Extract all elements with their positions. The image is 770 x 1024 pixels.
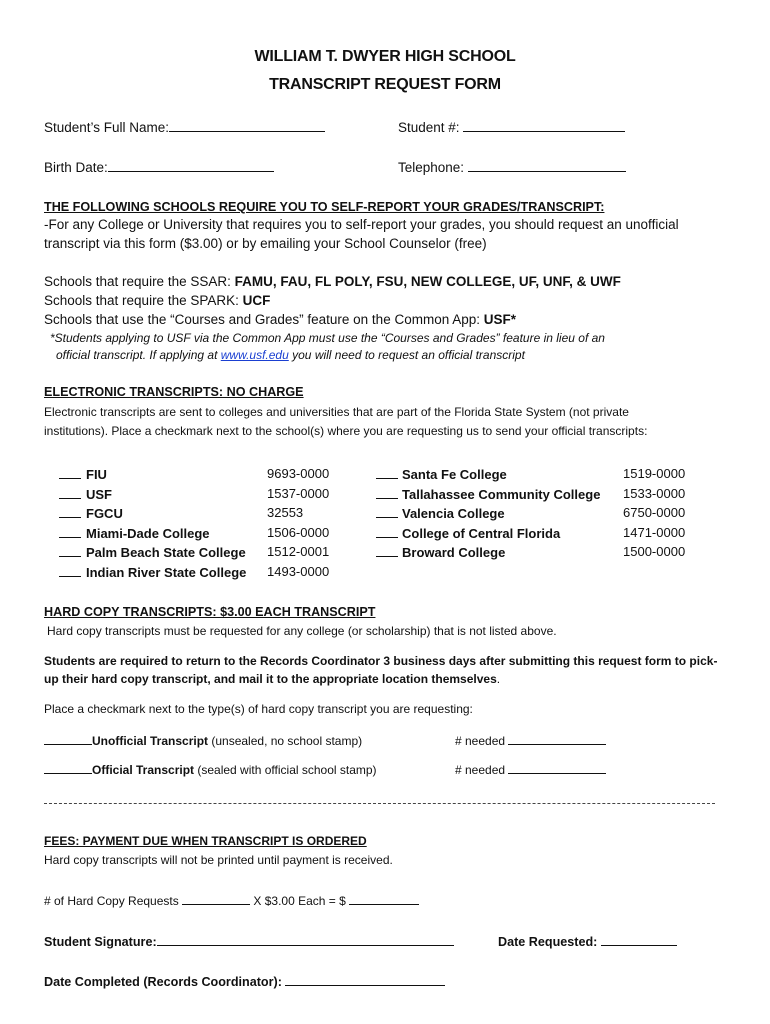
- official-needed-row: [455, 761, 606, 777]
- left-school-row: [59, 505, 123, 523]
- unofficial-needed-field[interactable]: [508, 732, 606, 745]
- official-label: Official Transcript: [92, 763, 195, 777]
- left-school-row: [59, 466, 107, 484]
- right-school-row: [376, 544, 505, 562]
- school-checkbox-line[interactable]: [59, 486, 81, 499]
- school-name: Indian River State College: [86, 564, 247, 580]
- official-row: [44, 761, 377, 777]
- school-checkbox-line[interactable]: [59, 564, 81, 577]
- school-code: 1512-0001: [267, 544, 330, 559]
- birth-date-row: [44, 159, 274, 175]
- full-name-field[interactable]: [169, 119, 325, 132]
- fees-heading: FEES: PAYMENT DUE WHEN TRANSCRIPT IS ORDERED: [44, 834, 367, 848]
- left-school-row: [59, 486, 112, 504]
- left-school-row: [59, 525, 210, 543]
- school-code: 9693-0000: [267, 466, 330, 481]
- school-name: Broward College: [402, 545, 506, 560]
- school-name: Valencia College: [402, 506, 505, 521]
- common-app-row: [44, 312, 516, 327]
- usf-note-pre: official transcript. If applying at: [56, 348, 221, 362]
- unofficial-label: Unofficial Transcript: [92, 734, 209, 748]
- unofficial-row: [44, 732, 362, 748]
- right-school-row: [376, 486, 600, 504]
- official-needed-field[interactable]: [508, 761, 606, 774]
- student-number-row: [398, 119, 625, 135]
- hard-copy-instruction: Place a checkmark next to the type(s) of hard copy transcript you are requesting:: [44, 702, 473, 716]
- student-signature-row: [44, 933, 454, 949]
- school-name: Tallahassee Community College: [402, 486, 601, 502]
- birth-date-field[interactable]: [108, 159, 274, 172]
- spark-schools: UCF: [242, 293, 271, 308]
- school-checkbox-line[interactable]: [376, 544, 398, 557]
- left-school-row: [59, 564, 246, 582]
- self-report-heading: THE FOLLOWING SCHOOLS REQUIRE YOU TO SELF-REPORT YOUR GRADES/TRANSCRIPT:: [44, 200, 605, 214]
- school-checkbox-line[interactable]: [376, 505, 398, 518]
- usf-note-line-1: *Students applying to USF via the Common App must use the “Courses and Grades” feature in lieu of an: [50, 331, 605, 345]
- telephone-label: Telephone:: [398, 160, 465, 175]
- section-divider: [44, 803, 715, 804]
- fees-calc-row: [44, 892, 419, 908]
- school-checkbox-line[interactable]: [59, 505, 81, 518]
- hard-copy-notice-2: up their hard copy transcript, and mail it to the appropriate location themselves: [44, 672, 497, 686]
- ssar-label: Schools that require the SSAR:: [44, 274, 235, 289]
- date-requested-row: [498, 933, 677, 949]
- ssar-schools: FAMU, FAU, FL POLY, FSU, NEW COLLEGE, UF, UNF, & UWF: [234, 274, 621, 289]
- electronic-heading: ELECTRONIC TRANSCRIPTS: NO CHARGE: [44, 385, 304, 399]
- student-signature-label: Student Signature:: [44, 935, 157, 949]
- school-name: Miami-Dade College: [86, 525, 210, 541]
- date-requested-field[interactable]: [601, 933, 677, 946]
- school-name: USF: [86, 486, 112, 502]
- usf-link[interactable]: www.usf.edu: [220, 348, 289, 362]
- student-number-field[interactable]: [463, 119, 625, 132]
- date-requested-label: Date Requested:: [498, 935, 601, 949]
- school-checkbox-line[interactable]: [376, 486, 398, 499]
- full-name-label: Student’s Full Name:: [44, 120, 170, 135]
- hard-copy-notice-2-end: .: [496, 672, 501, 686]
- school-name: College of Central Florida: [402, 525, 561, 541]
- electronic-desc-1: Electronic transcripts are sent to colleges and universities that are part of the Florida State System (not private: [44, 405, 629, 419]
- unofficial-checkbox-line[interactable]: [44, 732, 92, 745]
- unofficial-needed-row: [455, 732, 606, 748]
- unofficial-needed-label: # needed: [455, 734, 506, 748]
- school-code: 1519-0000: [623, 466, 686, 481]
- ssar-row: [44, 274, 621, 289]
- fees-calc-prefix: # of Hard Copy Requests: [44, 894, 183, 908]
- school-code: 6750-0000: [623, 505, 686, 520]
- school-name: FIU: [86, 467, 107, 482]
- school-code: 1471-0000: [623, 524, 686, 540]
- school-code: 32553: [267, 505, 304, 520]
- school-checkbox-line[interactable]: [59, 525, 81, 538]
- birth-date-label: Birth Date:: [44, 160, 108, 175]
- school-code: 1506-0000: [267, 524, 330, 540]
- usf-note-post: you will need to request an official transcript: [288, 348, 525, 362]
- fees-desc: Hard copy transcripts will not be printed until payment is received.: [44, 853, 393, 867]
- school-code: 1533-0000: [623, 485, 686, 501]
- common-app-schools: USF*: [483, 312, 517, 327]
- hard-copy-desc: Hard copy transcripts must be requested for any college (or scholarship) that is not listed above.: [47, 624, 557, 638]
- spark-row: [44, 293, 270, 308]
- left-school-row: [59, 544, 246, 562]
- hard-copy-notice-2-row: [44, 672, 500, 686]
- hard-copy-count-field[interactable]: [182, 892, 250, 905]
- school-code: 1493-0000: [267, 563, 330, 579]
- date-completed-row: [44, 973, 445, 989]
- telephone-field[interactable]: [468, 159, 626, 172]
- official-needed-label: # needed: [455, 763, 506, 777]
- school-name: FGCU: [86, 506, 123, 521]
- date-completed-label: Date Completed (Records Coordinator):: [44, 975, 286, 989]
- self-report-line-1: -For any College or University that requires you to self-report your grades, you should request an unofficial: [44, 217, 679, 232]
- school-checkbox-line[interactable]: [59, 466, 81, 479]
- hard-copy-heading: HARD COPY TRANSCRIPTS: $3.00 EACH TRANSCRIPT: [44, 605, 376, 619]
- spark-label: Schools that require the SPARK:: [44, 293, 243, 308]
- form-title: TRANSCRIPT REQUEST FORM: [269, 76, 501, 93]
- fees-calc-middle: X $3.00 Each = $: [250, 894, 350, 908]
- official-desc: (sealed with official school stamp): [194, 763, 377, 777]
- full-name-row: [44, 119, 325, 135]
- student-signature-field[interactable]: [157, 933, 454, 946]
- student-number-label: Student #:: [398, 120, 460, 135]
- common-app-label: Schools that use the “Courses and Grades” feature on the Common App:: [44, 312, 484, 327]
- usf-note-line-2: [56, 348, 525, 362]
- telephone-row: [398, 159, 626, 175]
- school-code: 1500-0000: [623, 544, 686, 559]
- right-school-row: [376, 466, 507, 484]
- fees-total-field[interactable]: [349, 892, 419, 905]
- school-name: WILLIAM T. DWYER HIGH SCHOOL: [254, 48, 516, 65]
- unofficial-desc: (unsealed, no school stamp): [208, 734, 363, 748]
- official-checkbox-line[interactable]: [44, 761, 92, 774]
- self-report-line-2: transcript via this form ($3.00) or by emailing your School Counselor (free): [44, 236, 487, 251]
- right-school-row: [376, 525, 560, 543]
- school-code: 1537-0000: [267, 485, 330, 501]
- school-name: Palm Beach State College: [86, 545, 246, 560]
- right-school-row: [376, 505, 505, 523]
- school-checkbox-line[interactable]: [376, 466, 398, 479]
- school-checkbox-line[interactable]: [59, 544, 81, 557]
- date-completed-field[interactable]: [285, 973, 445, 986]
- hard-copy-notice-1: Students are required to return to the Records Coordinator 3 business days after submitting this request form to pick-: [44, 654, 718, 668]
- school-checkbox-line[interactable]: [376, 525, 398, 538]
- electronic-desc-2: institutions). Place a checkmark next to the school(s) where you are requesting us to send your official transcripts:: [44, 424, 648, 438]
- school-name: Santa Fe College: [402, 467, 507, 482]
